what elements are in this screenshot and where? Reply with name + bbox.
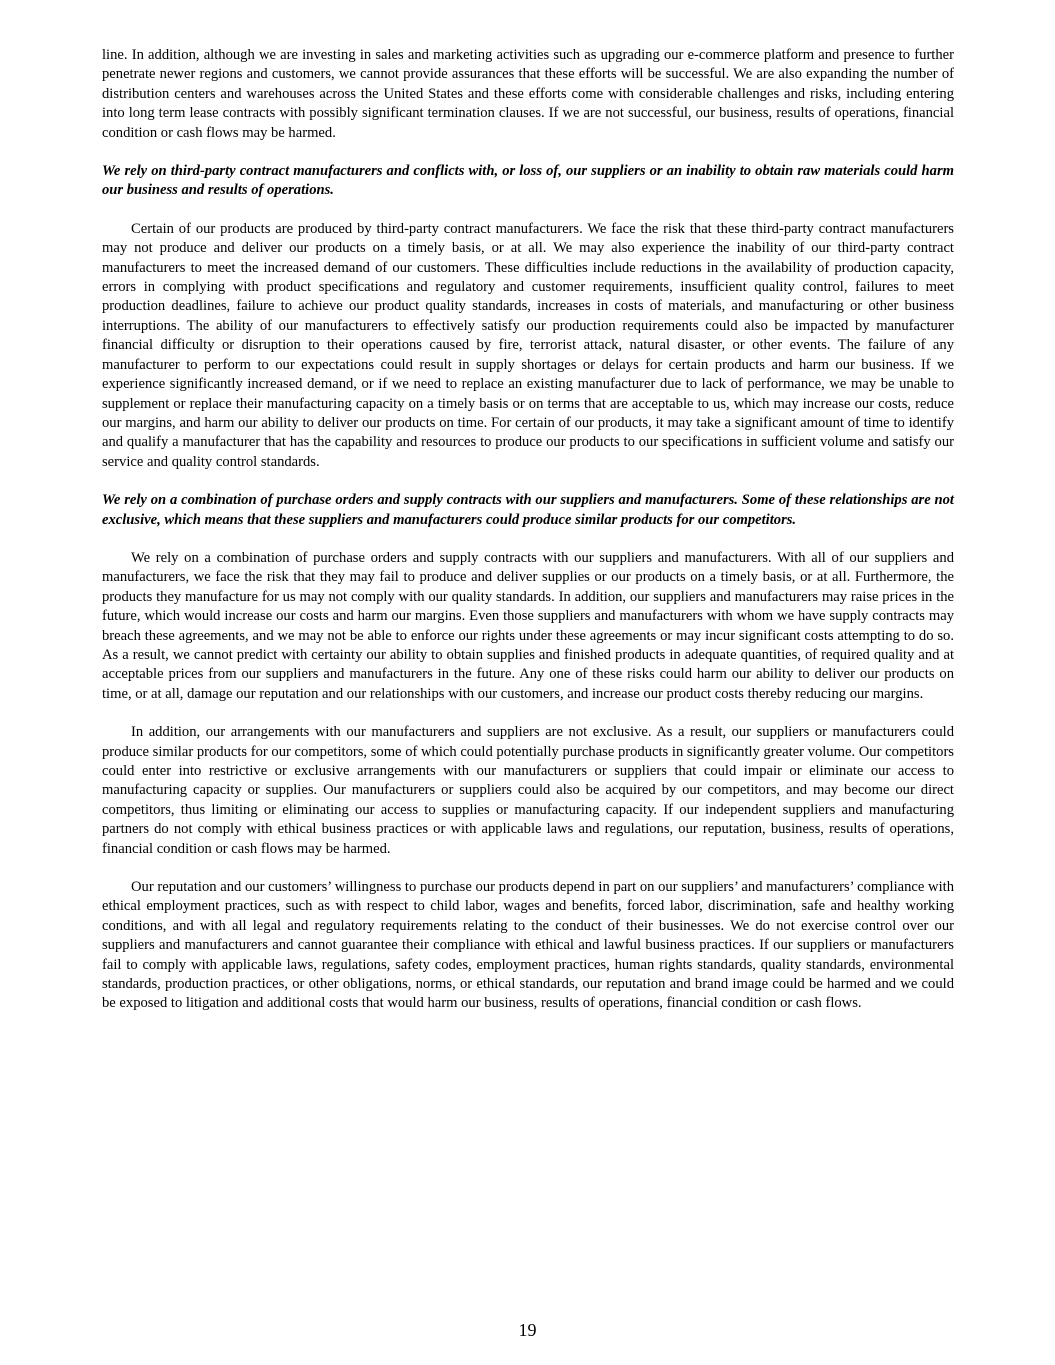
body-paragraph: Certain of our products are produced by third-party contract manufacturers. We face the risk that these third-party contract manufacturers may not produce and deliver our products on a timely basis, or at all. We may also experience the inability of our third-party contract manufacturers to meet the increased demand of our customers. These difficulties include reductions in the availability of production capacity, errors in complying with product specifications and regulatory and customer requirements, insufficient quality control, failures to meet production deadlines, failure to achieve our product quality standards, increases in costs of materials, and manufacturing or other business interruptions. The ability of our manufacturers to effectively satisfy our production requirements could also be impacted by manufacturer financial difficulty or disruption to their operations caused by fire, terrorist attack, natural disaster, or other events. The failure of any manufacturer to perform to our expectations could result in supply shortages or delays for certain products and harm our business. If we experience significantly increased demand, or if we need to replace an existing manufacturer due to lack of performance, we may be unable to supplement or replace their manufacturing capacity on a timely basis or on terms that are acceptable to us, which may increase our costs, reduce our margins, and harm our ability to deliver our products on time. For certain of our products, it may take a significant amount of time to identify and qualify a manufacturer that has the capability and resources to produce our products to our specifications in sufficient volume and satisfy our service and quality control standards. [102, 220, 954, 470]
body-paragraph: Our reputation and our customers’ willingness to purchase our products depend in part on our suppliers’ and manufacturers’ compliance with ethical employment practices, such as with respect to child labor, wages and benefits, forced labor, discrimination, safe and healthy working conditions, and with all legal and regulatory requirements relating to the conduct of their businesses. We do not exercise control over our suppliers and manufacturers and cannot guarantee their compliance with ethical and lawful business practices. If our suppliers or manufacturers fail to comply with applicable laws, regulations, safety codes, employment practices, human rights standards, quality standards, environmental standards, production practices, or other obligations, norms, or ethical standards, our reputation and brand image could be harmed and we could be exposed to litigation and additional costs that would harm our business, results of operations, financial condition or cash flows. [102, 879, 954, 1012]
page-number: 19 [518, 1320, 537, 1340]
continuation-paragraph: line. In addition, although we are investing in sales and marketing activities such as upgrading our e-commerce platform and presence to further penetrate newer regions and customers, we cannot provide assurances that these efforts will be successful. We are also expanding the number of distribution centers and warehouses across the United States and these efforts come with considerable challenges and risks, including entering into long term lease contracts with possibly significant termination clauses. If we are not successful, our business, results of operations, financial condition or cash flows may be harmed. [102, 47, 954, 141]
body-paragraph: In addition, our arrangements with our manufacturers and suppliers are not exclusive. As a result, our suppliers or manufacturers could produce similar products for our competitors, some of which could potentially purchase products in significantly greater volume. Our competitors could enter into restrictive or exclusive arrangements with our manufacturers or suppliers that could impair or eliminate our access to manufacturing capacity or supplies. Our manufacturers or suppliers could also be acquired by our competitors, and may become our direct competitors, thus limiting or eliminating our access to supplies or manufacturing capacity. If our independent suppliers and manufacturing partners do not comply with ethical business practices or with applicable laws and regulations, our reputation, business, results of operations, financial condition or cash flows may be harmed. [102, 724, 954, 857]
body-paragraph: We rely on a combination of purchase orders and supply contracts with our suppliers and manufacturers. With all of our suppliers and manufacturers, we face the risk that they may fail to produce and deliver supplies or our products on a timely basis, or at all. Furthermore, the products they manufacture for us may not comply with our quality standards. In addition, our suppliers and manufacturers may raise prices in the future, which would increase our costs and harm our margins. Even those suppliers and manufacturers with whom we have supply contracts may breach these agreements, and we may not be able to enforce our rights under these agreements or may incur significant costs attempting to do so. As a result, we cannot predict with certainty our ability to obtain supplies and finished products in adequate quantities, of required quality and at acceptable prices from our suppliers and manufacturers in the future. Any one of these risks could harm our ability to deliver our products on time, or at all, damage our reputation and our relationships with our customers, and increase our product costs thereby reducing our margins. [102, 549, 954, 702]
document-body [102, 46, 954, 1014]
section-heading-contract-manufacturers: We rely on third-party contract manufacturers and conflicts with, or loss of, our suppliers or an inability to obtain raw materials could harm our business and results of operations. [102, 163, 954, 199]
section-heading-purchase-orders: We rely on a combination of purchase orders and supply contracts with our suppliers and manufacturers. Some of these relationships are not exclusive, which means that these suppliers and manufacturers could produce similar products for our competitors. [102, 492, 954, 528]
